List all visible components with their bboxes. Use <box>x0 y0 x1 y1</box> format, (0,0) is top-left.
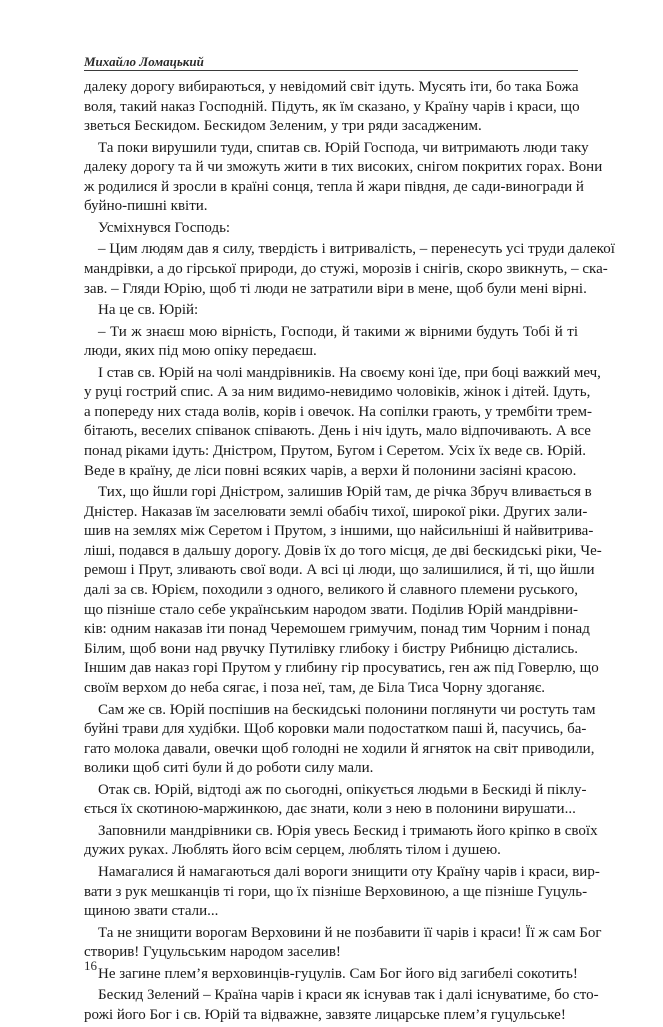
paragraph <box>84 781 587 820</box>
text-line: що пізніше стало себе українським народом звати. Поділив Юрій мандрівни- <box>84 601 578 618</box>
text-line: створив! Гуцульським народом заселив! <box>84 944 341 961</box>
paragraph <box>84 240 615 299</box>
paragraph <box>84 965 578 985</box>
text-line: далеку дорогу та й чи зможуть жити в тих високих, снігом покритих горах. Вони <box>84 159 603 176</box>
text-line: дужих руках. Люблять його всім серцем, люблять тілом і душею. <box>84 842 501 859</box>
text-line: зав. – Гляди Юрію, щоб ті люди не затратили віри в мене, щоб були мені вірні. <box>84 280 587 297</box>
text-line: Усміхнувся Господь: <box>98 219 231 236</box>
paragraph <box>84 219 578 239</box>
text-line: Тих, що йшли горі Дністром, залишив Юрій там, де річка Збруч вливається в <box>98 484 592 501</box>
paragraph <box>84 139 603 217</box>
paragraph <box>84 863 600 922</box>
text-line: Дністер. Наказав їм заселювати землі обабіч тихої, широкої ріки. Других зали- <box>84 503 588 520</box>
text-line: волики щоб ситі були й до роботи силу мали. <box>84 760 374 777</box>
text-line: рожі його Бог і св. Юрій та відважне, завзяте лицарське плем’я гуцульське! <box>84 1006 566 1023</box>
text-line: ліші, подався в дальшу дорогу. Довів їх до того місця, де дві бескидські ріки, Че- <box>84 542 602 559</box>
text-line: Та не знищити ворогам Верховини й не позбавити її чарів і краси! Її ж сам Бог <box>98 924 602 941</box>
paragraph <box>84 483 602 699</box>
text-line: далеку дорогу вибираються, у невідомий світ ідуть. Мусять іти, бо така Божа <box>84 79 579 95</box>
text-line: – Цим людям дав я силу, твердість і витривалість, – перенесуть усі труди далекої <box>98 241 615 258</box>
body-text <box>84 78 615 1027</box>
paragraph <box>84 924 602 963</box>
text-line: люди, яких під мою опіку передаєш. <box>84 343 317 360</box>
text-line: Та поки вирушили туди, спитав св. Юрій Господа, чи витримають люди таку <box>98 139 589 156</box>
text-line: Веде в країну, де ліси повні всяких чарів, а верхи й полонини засіяні красою. <box>84 462 577 479</box>
text-line: ж родилися й зросли в країні сонця, тепла й жари півдня, де сади-виногради й <box>84 178 584 195</box>
text-line: ється їх скотиною-маржинкою, дає знати, коли з нею в полонини вирушати... <box>84 801 576 818</box>
text-line: Іншим дав наказ горі Прутом у глибину гір просуватись, ген аж під Говерлю, що <box>84 660 599 677</box>
text-line: вати з рук мешканців ті гори, що їх пізніше Верховиною, а ще пізніше Гуцуль- <box>84 883 588 900</box>
header-rule <box>84 70 578 71</box>
text-line: понад ріками ідуть: Дністром, Прутом, Бугом і Серетом. Усіх їх веде св. Юрій. <box>84 443 586 460</box>
text-line: Сам же св. Юрій поспішив на бескидські полонини поглянути чи ростуть там <box>98 701 596 718</box>
text-line: щиною звати стали... <box>84 903 219 920</box>
text-line: ків: одним наказав іти понад Черемошем гримучим, понад тим Чорним і понад <box>84 621 590 638</box>
text-line: Намагалися й намагаються далі вороги знищити оту Країну чарів і краси, вир- <box>98 863 600 880</box>
text-line: у руці гострий спис. А за ним видимо-невидимо чоловіків, жінок і дітей. Ідуть, <box>84 384 591 401</box>
text-line: а попереду них стада волів, корів і овечок. На сопілки грають, у трембіти трем- <box>84 403 592 420</box>
text-line: далі за св. Юрієм, походили з одного, великого й славного племени руського, <box>84 582 578 599</box>
text-line: Отак св. Юрій, відтоді аж по сьогодні, опікується людьми в Бескиді й піклу- <box>98 781 587 798</box>
paragraph <box>84 323 578 362</box>
text-line: ремош і Прут, зливають свої води. А всі ці люди, що залишилися, й ті, що йшли <box>84 562 595 579</box>
text-line: зветься Бескидом. Бескидом Зеленим, у три ряди засадженим. <box>84 118 482 135</box>
paragraph <box>84 78 578 137</box>
text-line: На це св. Юрій: <box>98 302 199 319</box>
page-number: 16 <box>84 958 97 973</box>
text-line: Заповнили мандрівники св. Юрія увесь Бескид і тримають його кріпко в своїх <box>98 822 598 839</box>
text-line: шив на землях між Серетом і Прутом, з іншими, що найсильніші й найвитрива- <box>84 523 594 540</box>
text-line: воля, такий наказ Господній. Підуть, як їм сказано, у Країну чарів і краси, що <box>84 98 580 115</box>
paragraph <box>84 301 578 321</box>
text-line: Білим, щоб вони над рвучку Путилівку глибоку і бистру Рибницю дістались. <box>84 640 578 657</box>
text-line: Не загине плем’я верховинців-гуцулів. Сам Бог його від загибелі сокотить! <box>98 965 578 982</box>
text-line: бітають, веселих співанок співають. День і ніч ідуть, мало відпочивають. А все <box>84 423 591 440</box>
paragraph <box>84 822 598 861</box>
text-line: гато молока давали, овечки щоб голодні не ходили й ягняток на світ приводили, <box>84 740 595 757</box>
text-line: буйні трави для худібки. Щоб коровки мали подостатком паші й, пасучись, ба- <box>84 721 587 738</box>
running-header-author: Михайло Ломацький <box>84 54 204 69</box>
paragraph <box>84 364 601 482</box>
paragraph <box>84 701 596 779</box>
text-line: своїм верхом до неба сягає, і поза неї, там, де Біла Тиса Чорну здоганяє. <box>84 680 546 697</box>
text-line: буйно-пишні квіти. <box>84 198 208 215</box>
text-line: мандрівки, а до гірської природи, до стужі, морозів і снігів, скоро звикнуть, – ска- <box>84 261 608 278</box>
text-line: І став св. Юрій на чолі мандрівників. На своєму коні їде, при боці важкий меч, <box>98 364 601 381</box>
paragraph <box>84 986 599 1025</box>
text-line: – Ти ж знаєш мою вірність, Господи, й такими ж вірними будуть Тобі й ті <box>98 323 578 340</box>
text-line: Бескид Зелений – Країна чарів і краси як існував так і далі існуватиме, бо сто- <box>98 987 599 1004</box>
